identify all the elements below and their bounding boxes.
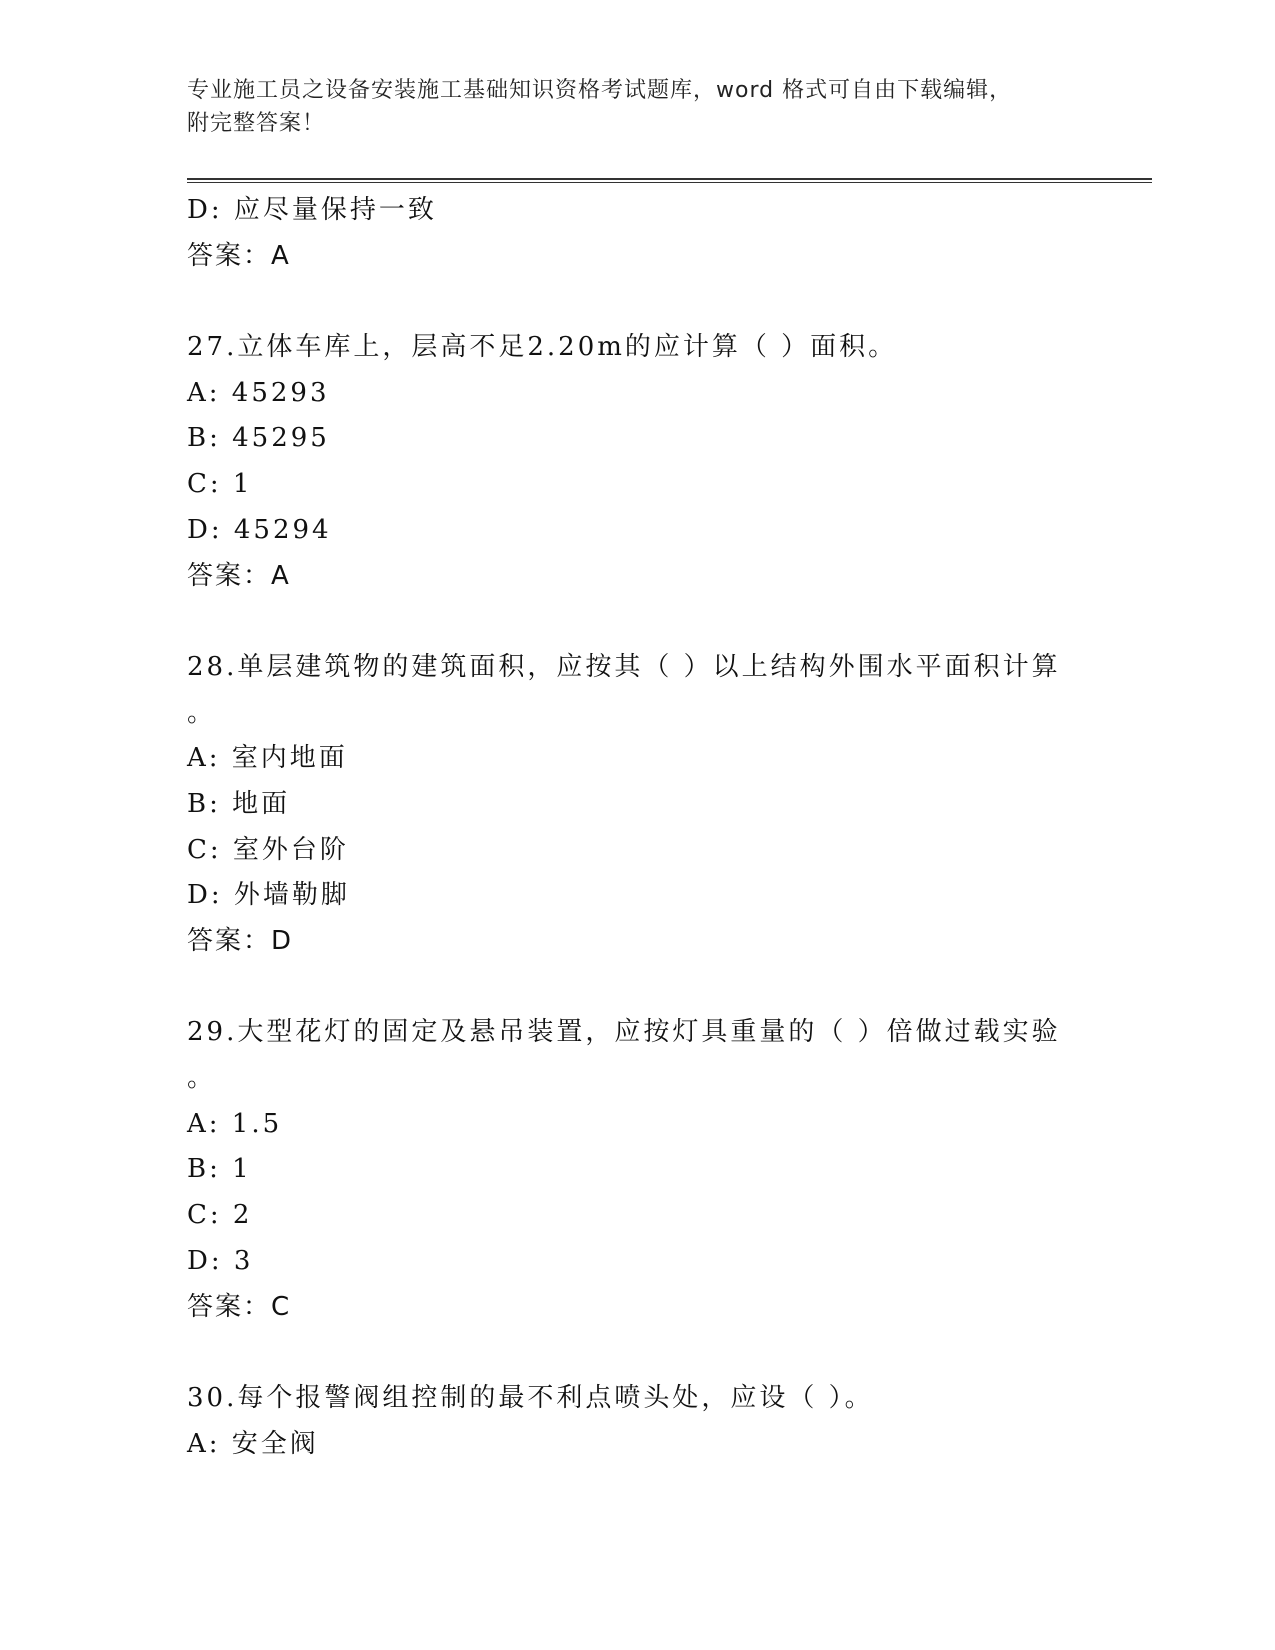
option-d: D: 45294 xyxy=(187,514,332,545)
question-text: 28.单层建筑物的建筑面积，应按其（ ）以上结构外围水平面积计算 xyxy=(187,651,1061,682)
option-b: B: 地面 xyxy=(187,788,291,819)
option-c: C: 2 xyxy=(187,1200,253,1231)
question-27 xyxy=(187,325,1087,599)
option-a: A: 安全阀 xyxy=(187,1428,319,1459)
option-d: D: 应尽量保持一致 xyxy=(187,195,437,225)
header-line-1: 专业施工员之设备安装施工基础知识资格考试题库，word 格式可自由下载编辑， xyxy=(187,78,1013,103)
question-stem xyxy=(187,325,1087,371)
question-29 xyxy=(187,1010,1087,1330)
document-header xyxy=(187,74,1087,140)
answer-line: 答案：D xyxy=(187,926,294,957)
option-d: D: 3 xyxy=(187,1245,254,1276)
option-c: C: 1 xyxy=(187,469,253,500)
question-list xyxy=(187,188,1087,1467)
question-stem xyxy=(187,1010,1087,1101)
question-text: 30.每个报警阀组控制的最不利点喷头处，应设（ ）。 xyxy=(187,1382,874,1413)
question-stem xyxy=(187,1376,1087,1422)
question-stem xyxy=(187,645,1087,736)
option-a: A: 45293 xyxy=(187,377,330,408)
question-text: 29.大型花灯的固定及悬吊装置，应按灯具重量的（ ）倍做过载实验 xyxy=(187,1017,1061,1048)
option-b: B: 1 xyxy=(187,1154,252,1185)
answer-line: 答案：A xyxy=(187,240,291,271)
option-d: D: 外墙勒脚 xyxy=(187,880,350,911)
answer-line: 答案：A xyxy=(187,560,291,591)
option-a: A: 室内地面 xyxy=(187,743,348,774)
question-text-continuation: 。 xyxy=(187,697,217,728)
question-30 xyxy=(187,1376,1087,1467)
question-text-continuation: 。 xyxy=(187,1063,217,1094)
carryover-question xyxy=(187,188,1087,279)
header-line-2: 附完整答案！ xyxy=(187,111,326,136)
question-28 xyxy=(187,645,1087,965)
header-divider xyxy=(187,178,1152,183)
question-text: 27.立体车库上，层高不足2.20m的应计算（ ）面积。 xyxy=(187,332,898,363)
option-b: B: 45295 xyxy=(187,423,330,454)
option-c: C: 室外台阶 xyxy=(187,834,349,865)
option-a: A: 1.5 xyxy=(187,1108,283,1139)
answer-line: 答案：C xyxy=(187,1291,292,1322)
